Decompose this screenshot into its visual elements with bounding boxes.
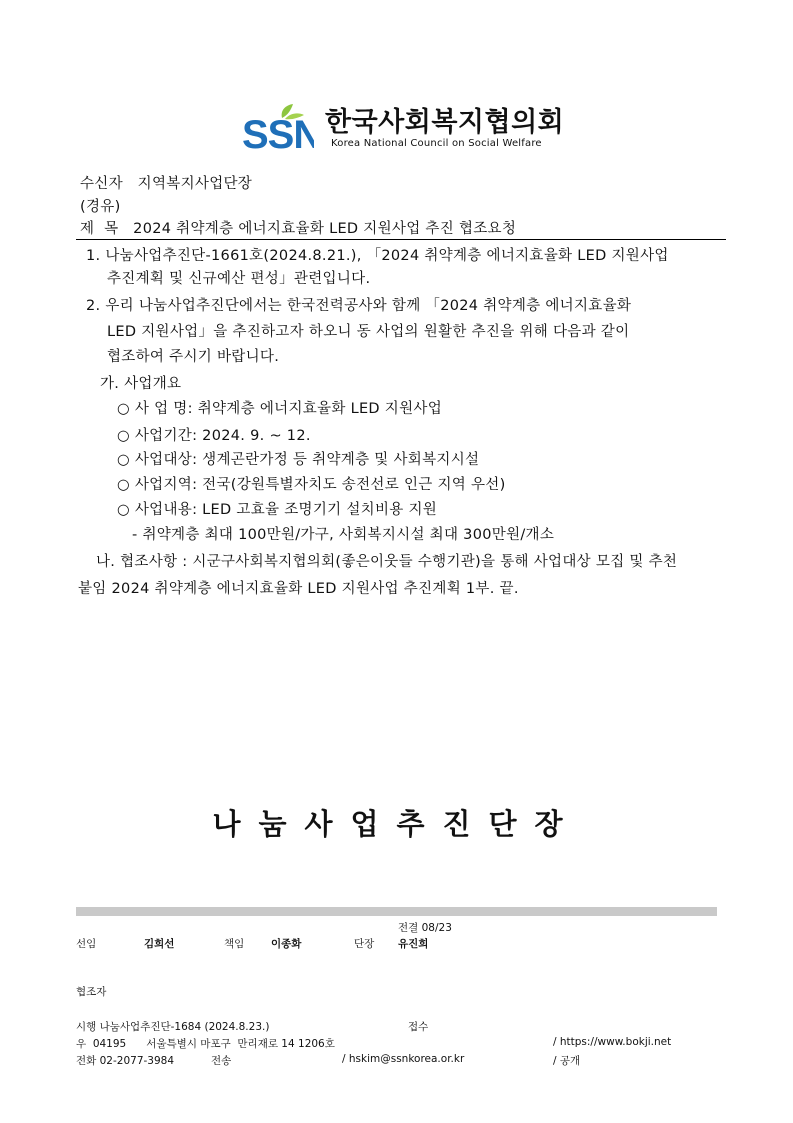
org-name-english: Korea National Council on Social Welfare — [331, 138, 542, 149]
para-1-line-2: 추진계획 및 신규예산 편성」관련입니다. — [107, 271, 371, 287]
para-2-line-2: LED 지원사업」을 추진하고자 하오니 동 사업의 원활한 추진을 위해 다음과 같이 — [107, 324, 630, 340]
overview-item-content: ○ 사업내용: LED 고효율 조명기기 설치비용 지원 — [117, 502, 438, 518]
logo-text: SSN — [242, 113, 314, 152]
subject-value: 2024 취약계층 에너지효율화 LED 지원사업 추진 협조요청 — [133, 221, 517, 237]
recipient-row — [80, 172, 252, 193]
approval-note: 전결 08/23 — [398, 922, 452, 934]
subject-divider — [76, 239, 726, 240]
disclosure-status: / 공개 — [553, 1055, 581, 1067]
overview-item-target: ○ 사업대상: 생계곤란가정 등 취약계층 및 사회복지시설 — [117, 452, 480, 468]
section-a-heading: 가. 사업개요 — [100, 376, 182, 392]
receipt-label: 접수 — [408, 1021, 429, 1033]
overview-item-sub: - 취약계층 최대 100만원/가구, 사회복지시설 최대 300만원/개소 — [132, 527, 555, 543]
overview-item-name: ○ 사 업 명: 취약계층 에너지효율화 LED 지원사업 — [117, 401, 443, 417]
ssn-logo — [242, 104, 314, 156]
phone-line: 전화 02-2077-3984 — [76, 1055, 175, 1067]
fax-label: 전송 — [211, 1055, 232, 1067]
attachment-line: 붙임 2024 취약계층 에너지효율화 LED 지원사업 추진계획 1부. 끝. — [78, 581, 519, 597]
footer-divider-bar — [76, 907, 717, 916]
role-name-1: 김희선 — [144, 938, 175, 950]
address-line: 우 04195 서울특별시 마포구 만리재로 14 1206호 — [76, 1038, 335, 1050]
enforcement-line: 시행 나눔사업추진단-1684 (2024.8.23.) — [76, 1021, 270, 1033]
role-label-2: 책임 — [224, 938, 245, 950]
org-name-korean: 한국사회복지협의회 — [325, 107, 565, 138]
recipient-value: 지역복지사업단장 — [137, 176, 253, 192]
ssn-logo-mark — [242, 104, 314, 152]
para-2-line-3: 협조하여 주시기 바랍니다. — [107, 349, 280, 365]
recipient-label: 수신자 — [80, 176, 123, 192]
subject-label: 제 목 — [80, 221, 119, 237]
role-label-3: 단장 — [354, 938, 375, 950]
overview-item-period: ○ 사업기간: 2024. 9. ~ 12. — [117, 428, 311, 444]
subject-row — [80, 217, 516, 238]
overview-item-region: ○ 사업지역: 전국(강원특별자치도 송전선로 인근 지역 우선) — [117, 477, 506, 493]
para-2-line-1: 2. 우리 나눔사업추진단에서는 한국전력공사와 함께 「2024 취약계층 에너지효율화 — [86, 298, 632, 314]
sender-signature: 나눔사업추진단장 — [212, 807, 581, 841]
cooperator-label: 협조자 — [76, 986, 107, 998]
email-link[interactable]: / hskim@ssnkorea.or.kr — [342, 1053, 465, 1065]
para-1-line-1: 1. 나눔사업추진단-1661호(2024.8.21.), 「2024 취약계층 에너지효율화 LED 지원사업 — [86, 248, 669, 264]
role-name-2: 이종화 — [271, 938, 302, 950]
website-link[interactable]: / https://www.bokji.net — [553, 1036, 672, 1048]
via-row: (경유) — [80, 199, 121, 215]
section-b-cooperation: 나. 협조사항 : 시군구사회복지협의회(좋은이웃들 수행기관)을 통해 사업대상 모집 및 추천 — [96, 554, 678, 570]
role-label-1: 선임 — [76, 938, 97, 950]
role-name-3: 유진희 — [398, 938, 429, 950]
